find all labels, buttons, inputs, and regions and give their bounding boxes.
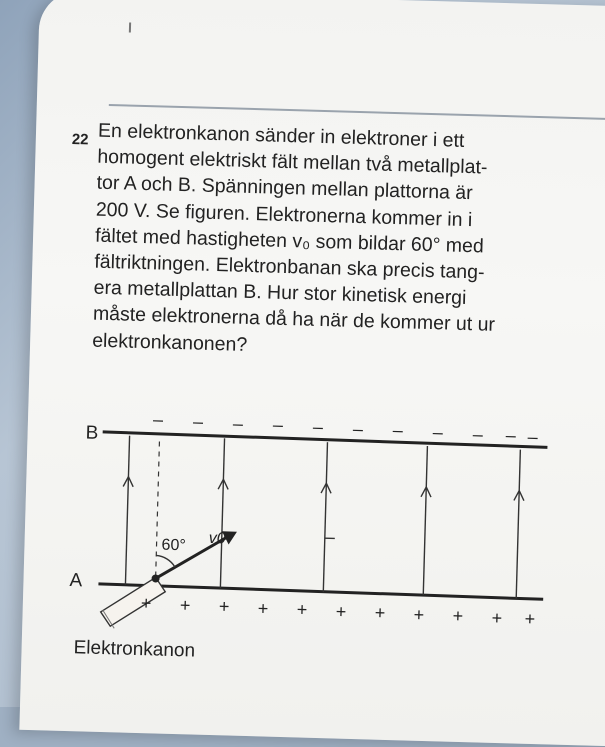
svg-text:–: – — [433, 422, 444, 442]
figure-caption: Elektronkanon — [73, 637, 195, 662]
angle-arc — [156, 555, 175, 567]
svg-text:–: – — [273, 415, 284, 435]
text-line: fältriktningen. Elektronbanan ska precis tang- — [94, 249, 587, 289]
svg-text:+: + — [413, 605, 424, 625]
angle-label: 60° — [161, 537, 186, 555]
label-a: A — [69, 570, 83, 591]
svg-text:+: + — [180, 595, 191, 615]
svg-text:+: + — [141, 593, 152, 613]
svg-text:+: + — [491, 608, 502, 628]
svg-text:+: + — [374, 603, 385, 623]
text-line: måste elektronerna då ha när de kommer ut ur — [93, 301, 586, 341]
svg-text:+: + — [524, 609, 535, 629]
velocity-label: v0 — [209, 530, 226, 547]
svg-text:–: – — [472, 424, 483, 444]
svg-text:–: – — [233, 414, 244, 434]
text-line: fältet med hastigheten v₀ som bildar 60° med — [95, 222, 588, 262]
svg-text:+: + — [452, 606, 463, 626]
svg-text:–: – — [193, 411, 204, 431]
problem-number: 22 — [72, 131, 89, 148]
label-b: B — [85, 422, 98, 443]
svg-text:+: + — [219, 596, 230, 616]
svg-text:–: – — [505, 425, 516, 445]
text-line: era metallplattan B. Hur stor kinetisk energi — [93, 275, 586, 315]
field-diagram — [19, 0, 605, 747]
svg-text:–: – — [153, 409, 164, 429]
svg-text:+: + — [297, 599, 308, 619]
svg-text:–: – — [353, 419, 364, 439]
text-line: En elektronkanon sänder in elektroner i ett — [98, 118, 591, 158]
text-line: tor A och B. Spänningen mellan plattorna är — [96, 170, 589, 210]
book-page — [19, 0, 605, 747]
svg-text:–: – — [313, 417, 324, 437]
field-lines — [120, 436, 525, 599]
text-line: homogent elektriskt fält mellan två metallplat- — [97, 144, 590, 184]
svg-text:+: + — [335, 602, 346, 622]
svg-text:+: + — [258, 598, 269, 618]
text-line: elektronkanonen? — [92, 327, 585, 367]
normal-line — [156, 442, 160, 579]
text-line: 200 V. Se figuren. Elektronerna kommer in i — [96, 196, 589, 236]
svg-text:–: – — [393, 420, 404, 440]
svg-text:–: – — [527, 427, 538, 447]
